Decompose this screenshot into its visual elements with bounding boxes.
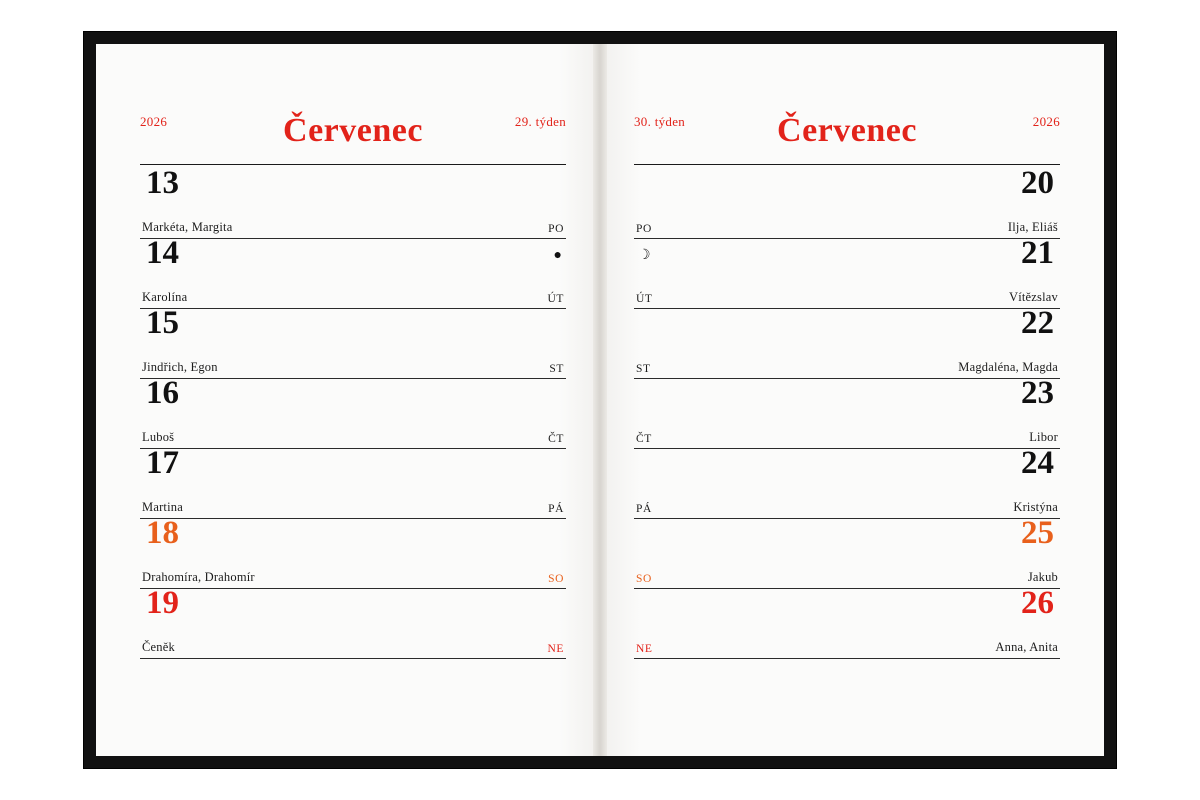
day-row xyxy=(140,165,566,239)
day-nameday: Kristýna xyxy=(1013,500,1058,514)
day-nameday: Jakub xyxy=(1027,570,1058,584)
day-weekday-abbr: ST xyxy=(636,363,651,375)
day-number: 22 xyxy=(1021,305,1054,341)
day-number: 20 xyxy=(1021,165,1054,201)
day-nameday: Jindřich, Egon xyxy=(142,360,218,374)
day-number: 23 xyxy=(1021,375,1054,411)
day-weekday-abbr: SO xyxy=(548,573,564,585)
day-row xyxy=(634,305,1060,379)
day-number: 19 xyxy=(146,585,179,621)
day-row xyxy=(634,375,1060,449)
right-day-list xyxy=(634,165,1060,659)
day-number: 15 xyxy=(146,305,179,341)
day-weekday-abbr: PÁ xyxy=(548,503,564,515)
left-month-title: Červenec xyxy=(283,112,423,149)
day-nameday: Martina xyxy=(142,500,183,514)
day-weekday-abbr: ČT xyxy=(548,433,564,445)
day-nameday: Drahomíra, Drahomír xyxy=(142,570,255,584)
right-page xyxy=(600,44,1104,756)
day-nameday: Libor xyxy=(1029,430,1058,444)
right-page-header xyxy=(634,114,1060,160)
day-rule xyxy=(140,658,566,659)
day-row xyxy=(634,165,1060,239)
day-number: 21 xyxy=(1021,235,1054,271)
left-week-number: 29. týden xyxy=(514,114,566,129)
left-page-header xyxy=(140,114,566,160)
day-row xyxy=(634,235,1060,309)
day-nameday: Čeněk xyxy=(142,640,175,654)
right-month-title: Červenec xyxy=(777,112,917,149)
left-year: 2026 xyxy=(140,114,168,129)
day-number: 16 xyxy=(146,375,179,411)
moon-phase-icon: ☽ xyxy=(638,248,651,263)
day-row xyxy=(140,305,566,379)
day-rule xyxy=(634,658,1060,659)
day-weekday-abbr: NE xyxy=(547,643,564,655)
day-weekday-abbr: PO xyxy=(548,223,564,235)
right-header-rule xyxy=(634,164,1060,165)
day-row xyxy=(140,235,566,309)
day-number: 17 xyxy=(146,445,179,481)
day-row xyxy=(634,445,1060,519)
left-header-rule xyxy=(140,164,566,165)
right-week-number: 30. týden xyxy=(634,114,686,129)
day-row xyxy=(140,375,566,449)
day-weekday-abbr: PO xyxy=(636,223,652,235)
day-weekday-abbr: ÚT xyxy=(636,293,653,305)
day-row xyxy=(634,515,1060,589)
day-nameday: Karolína xyxy=(142,290,188,304)
right-year: 2026 xyxy=(1032,114,1060,129)
day-row xyxy=(634,585,1060,659)
day-number: 24 xyxy=(1021,445,1054,481)
day-row xyxy=(140,445,566,519)
day-nameday: Anna, Anita xyxy=(995,640,1058,654)
day-weekday-abbr: ÚT xyxy=(547,293,564,305)
day-row xyxy=(140,585,566,659)
day-nameday: Vítězslav xyxy=(1008,290,1058,304)
day-nameday: Luboš xyxy=(142,430,175,444)
day-nameday: Ilja, Eliáš xyxy=(1007,220,1058,234)
day-number: 14 xyxy=(146,235,179,271)
day-number: 18 xyxy=(146,515,179,551)
left-day-list xyxy=(140,165,566,659)
day-nameday: Markéta, Margita xyxy=(142,220,233,234)
day-nameday: Magdaléna, Magda xyxy=(958,360,1058,374)
day-weekday-abbr: PÁ xyxy=(636,503,652,515)
day-number: 13 xyxy=(146,165,179,201)
diary-cover xyxy=(84,32,1116,768)
diary-spread xyxy=(96,44,1104,756)
day-weekday-abbr: NE xyxy=(636,643,653,655)
day-number: 26 xyxy=(1021,585,1054,621)
left-page xyxy=(96,44,600,756)
day-row xyxy=(140,515,566,589)
moon-phase-icon: ● xyxy=(553,248,562,263)
day-weekday-abbr: ČT xyxy=(636,433,652,445)
day-weekday-abbr: SO xyxy=(636,573,652,585)
day-weekday-abbr: ST xyxy=(549,363,564,375)
day-number: 25 xyxy=(1021,515,1054,551)
